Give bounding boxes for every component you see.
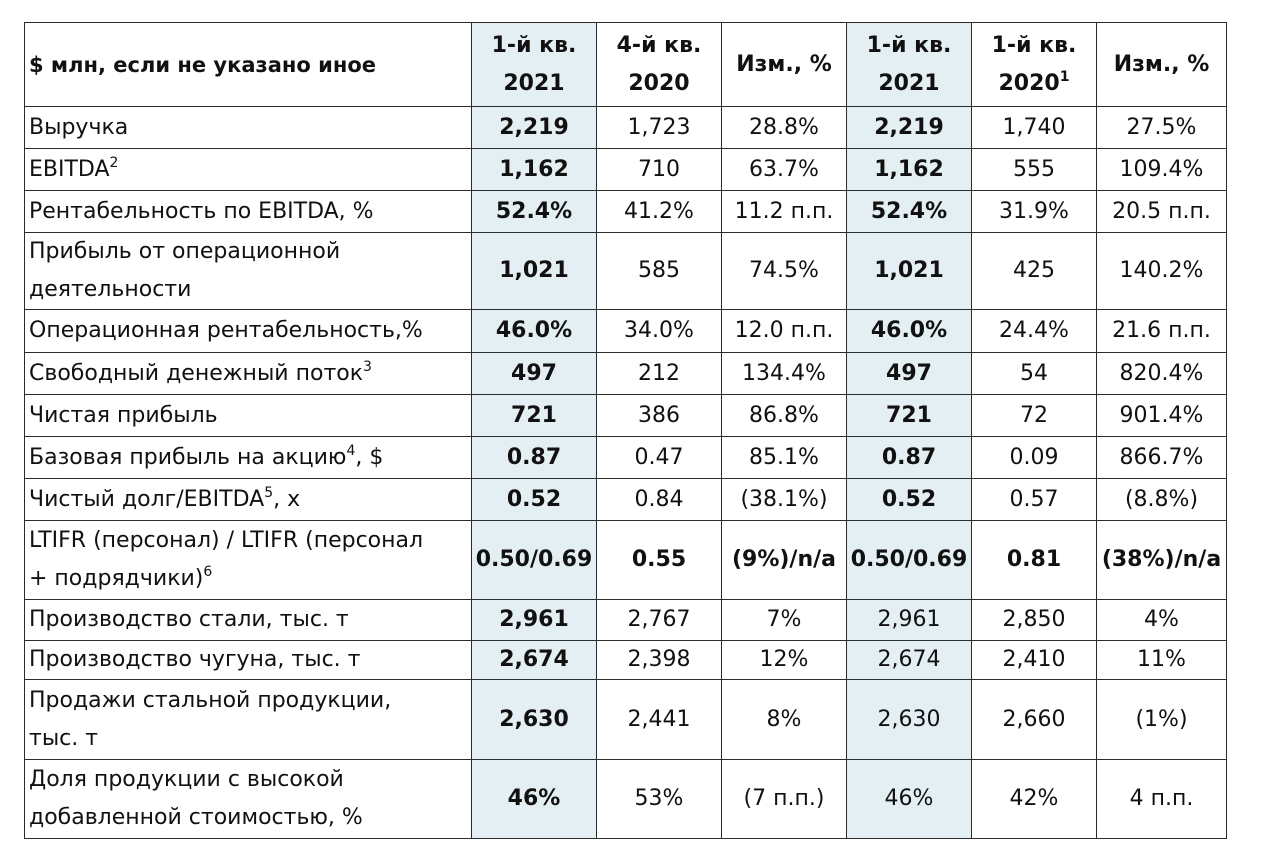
table-row <box>25 600 1227 641</box>
cell: 4 п.п. <box>1097 760 1227 839</box>
row-label: Рентабельность по EBITDA, % <box>25 191 472 233</box>
cell: 0.47 <box>597 437 722 479</box>
row-label: Свободный денежный поток$^3$ <box>25 353 472 395</box>
table-row <box>25 395 1227 437</box>
footnote-ref: 5 <box>264 484 274 501</box>
header-col-q1-2021-yoy: 1-й кв. 2021 <box>847 23 972 107</box>
cell: 86.8% <box>722 395 847 437</box>
results-table-wrapper <box>24 22 1227 839</box>
table-row <box>25 191 1227 233</box>
cell: 85.1% <box>722 437 847 479</box>
cell: 901.4% <box>1097 395 1227 437</box>
header-col-q1-2020: 1-й кв. 2020$^1$ <box>972 23 1097 107</box>
cell: 2,441 <box>597 680 722 760</box>
row-label: Выручка <box>25 107 472 149</box>
table-row <box>25 760 1227 839</box>
cell: 2,674 <box>472 641 597 680</box>
table-row <box>25 107 1227 149</box>
row-label: Производство стали, тыс. т <box>25 600 472 641</box>
table-row <box>25 479 1227 521</box>
cell: 2,630 <box>847 680 972 760</box>
cell: 2,961 <box>847 600 972 641</box>
cell: 63.7% <box>722 149 847 191</box>
cell: (1%) <box>1097 680 1227 760</box>
cell: 11% <box>1097 641 1227 680</box>
cell: 2,850 <box>972 600 1097 641</box>
cell: (8.8%) <box>1097 479 1227 521</box>
cell: 24.4% <box>972 310 1097 353</box>
cell: 72 <box>972 395 1097 437</box>
cell: 0.81 <box>972 521 1097 600</box>
cell: 8% <box>722 680 847 760</box>
cell: 497 <box>472 353 597 395</box>
table-row <box>25 149 1227 191</box>
cell: 21.6 п.п. <box>1097 310 1227 353</box>
cell: 2,398 <box>597 641 722 680</box>
cell: 2,961 <box>472 600 597 641</box>
cell: 41.2% <box>597 191 722 233</box>
footnote-ref: 4 <box>346 442 356 459</box>
table-row <box>25 353 1227 395</box>
header-col-q1-2021: 1-й кв. 2021 <box>472 23 597 107</box>
cell: 54 <box>972 353 1097 395</box>
cell: 2,660 <box>972 680 1097 760</box>
cell: (38.1%) <box>722 479 847 521</box>
cell: 109.4% <box>1097 149 1227 191</box>
cell: 1,723 <box>597 107 722 149</box>
cell: 721 <box>472 395 597 437</box>
cell: 27.5% <box>1097 107 1227 149</box>
header-col-change-qoq: Изм., % <box>722 23 847 107</box>
cell: 497 <box>847 353 972 395</box>
cell: 31.9% <box>972 191 1097 233</box>
cell: 721 <box>847 395 972 437</box>
cell: 134.4% <box>722 353 847 395</box>
cell: 53% <box>597 760 722 839</box>
cell: 1,740 <box>972 107 1097 149</box>
header-units-label: $ млн, если не указано иное <box>25 23 472 107</box>
cell: 12% <box>722 641 847 680</box>
cell: 20.5 п.п. <box>1097 191 1227 233</box>
cell: 386 <box>597 395 722 437</box>
cell: 2,410 <box>972 641 1097 680</box>
cell: 42% <box>972 760 1097 839</box>
cell: 1,021 <box>472 233 597 310</box>
row-label: Доля продукции с высокой добавленной стоимостью, % <box>25 760 472 839</box>
table-row <box>25 641 1227 680</box>
cell: 0.57 <box>972 479 1097 521</box>
cell: 0.50/0.69 <box>472 521 597 600</box>
cell: 425 <box>972 233 1097 310</box>
cell: 1,162 <box>847 149 972 191</box>
footnote-ref: 3 <box>363 358 372 375</box>
footnote-ref: 6 <box>203 564 213 580</box>
table-row <box>25 680 1227 760</box>
header-col-q4-2020: 4-й кв. 2020 <box>597 23 722 107</box>
cell: 12.0 п.п. <box>722 310 847 353</box>
cell: 0.09 <box>972 437 1097 479</box>
cell: 0.87 <box>847 437 972 479</box>
cell: 46% <box>472 760 597 839</box>
row-label: Базовая прибыль на акцию$^4$, $ <box>25 437 472 479</box>
footnote-ref: 2 <box>109 154 119 171</box>
cell: 2,219 <box>472 107 597 149</box>
cell: 28.8% <box>722 107 847 149</box>
cell: 1,162 <box>472 149 597 191</box>
cell: 46% <box>847 760 972 839</box>
cell: 710 <box>597 149 722 191</box>
cell: 0.50/0.69 <box>847 521 972 600</box>
row-label: Чистая прибыль <box>25 395 472 437</box>
cell: 2,767 <box>597 600 722 641</box>
cell: 866.7% <box>1097 437 1227 479</box>
table-row <box>25 521 1227 600</box>
cell: 46.0% <box>847 310 972 353</box>
table-row <box>25 437 1227 479</box>
cell: 0.87 <box>472 437 597 479</box>
cell: 2,219 <box>847 107 972 149</box>
cell: 140.2% <box>1097 233 1227 310</box>
cell: 0.52 <box>472 479 597 521</box>
header-col-change-yoy: Изм., % <box>1097 23 1227 107</box>
cell: 820.4% <box>1097 353 1227 395</box>
cell: 2,630 <box>472 680 597 760</box>
cell: (38%)/n/a <box>1097 521 1227 600</box>
cell: 212 <box>597 353 722 395</box>
header-row <box>25 23 1227 107</box>
cell: 11.2 п.п. <box>722 191 847 233</box>
cell: 74.5% <box>722 233 847 310</box>
row-label: LTIFR (персонал) / LTIFR (персонал + подрядчики)$^6$ <box>25 521 472 600</box>
cell: 52.4% <box>472 191 597 233</box>
cell: 1,021 <box>847 233 972 310</box>
row-label: EBITDA$^2$ <box>25 149 472 191</box>
table-row <box>25 310 1227 353</box>
cell: (9%)/n/a <box>722 521 847 600</box>
financial-results-table <box>24 22 1227 839</box>
cell: 46.0% <box>472 310 597 353</box>
cell: 0.52 <box>847 479 972 521</box>
cell: 555 <box>972 149 1097 191</box>
cell: 2,674 <box>847 641 972 680</box>
cell: 34.0% <box>597 310 722 353</box>
cell: 52.4% <box>847 191 972 233</box>
row-label: Прибыль от операционной деятельности <box>25 233 472 310</box>
row-label: Операционная рентабельность,% <box>25 310 472 353</box>
row-label: Чистый долг/EBITDA$^5$, x <box>25 479 472 521</box>
cell: (7 п.п.) <box>722 760 847 839</box>
row-label: Продажи стальной продукции, тыс. т <box>25 680 472 760</box>
cell: 4% <box>1097 600 1227 641</box>
table-row <box>25 233 1227 310</box>
cell: 7% <box>722 600 847 641</box>
cell: 0.55 <box>597 521 722 600</box>
cell: 585 <box>597 233 722 310</box>
footnote-ref: 1 <box>1059 68 1070 85</box>
cell: 0.84 <box>597 479 722 521</box>
row-label: Производство чугуна, тыс. т <box>25 641 472 680</box>
